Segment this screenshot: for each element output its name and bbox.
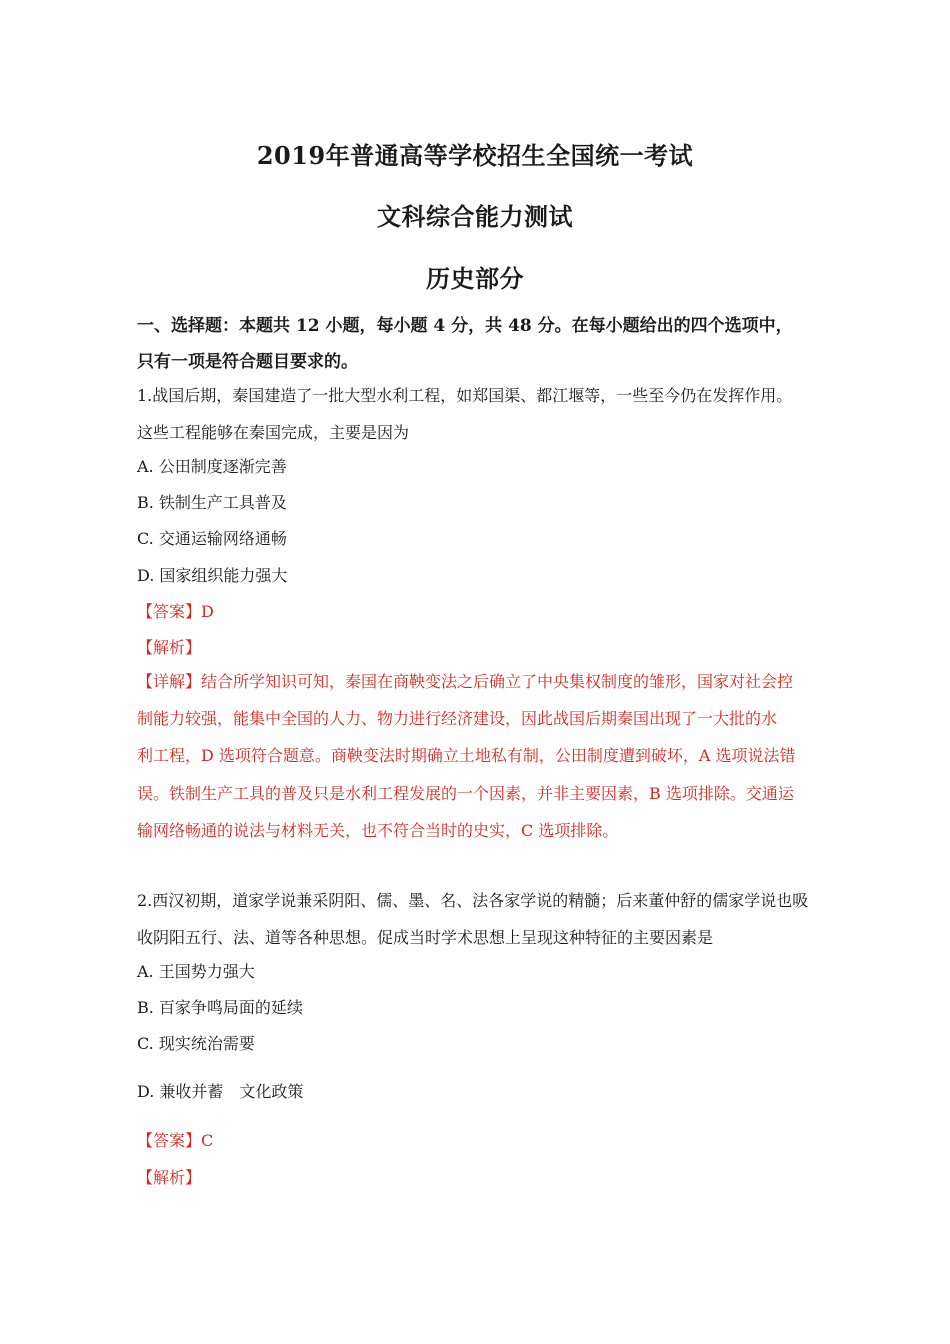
question-1-option-b: B. 铁制生产工具普及 xyxy=(137,493,287,512)
question-1-detail-line-3: 利工程，D 选项符合题意。商鞅变法时期确立土地私有制，公田制度遭到破坏，A 选项说法错 xyxy=(137,746,796,765)
question-2-option-c: C. 现实统治需要 xyxy=(137,1034,255,1053)
exam-title: 2019年普通高等学校招生全国统一考试 xyxy=(256,141,694,170)
question-1-detail-line-2: 制能力较强，能集中全国的人力、物力进行经济建设，因此战国后期秦国出现了一大批的水 xyxy=(137,709,778,728)
question-2-option-d: D. 兼收并蓄 文化政策 xyxy=(137,1082,304,1101)
question-1-analysis-label: 【解析】 xyxy=(137,638,202,657)
question-2-option-b: B. 百家争鸣局面的延续 xyxy=(137,998,303,1017)
instructions-line-1: 一、选择题：本题共 12 小题，每小题 4 分，共 48 分。在每小题给出的四个选项中， xyxy=(137,316,793,336)
question-1-option-c: C. 交通运输网络通畅 xyxy=(137,529,287,548)
question-2-analysis-label: 【解析】 xyxy=(137,1168,202,1187)
question-2-stem-line-1: 2.西汉初期，道家学说兼采阴阳、儒、墨、名、法各家学说的精髓；后来董仲舒的儒家学说也吸 xyxy=(137,891,809,910)
instructions-line-2: 只有一项是符合题目要求的。 xyxy=(137,352,358,372)
question-1-stem-line-1: 1.战国后期，秦国建造了一批大型水利工程，如郑国渠、都江堰等，一些至今仍在发挥作用。 xyxy=(137,386,793,405)
question-2-stem-line-2: 收阴阳五行、法、道等各种思想。促成当时学术思想上呈现这种特征的主要因素是 xyxy=(137,928,714,947)
question-1-detail-line-4: 误。铁制生产工具的普及只是水利工程发展的一个因素，并非主要因素，B 选项排除。交通运 xyxy=(137,784,794,803)
question-1-option-d: D. 国家组织能力强大 xyxy=(137,566,288,585)
question-2-option-a: A. 王国势力强大 xyxy=(137,962,255,981)
question-1-detail-line-5: 输网络畅通的说法与材料无关，也不符合当时的史实，C 选项排除。 xyxy=(137,821,619,840)
question-2-answer: 【答案】C xyxy=(137,1131,214,1150)
section-heading: 历史部分 xyxy=(426,264,524,293)
exam-subtitle: 文科综合能力测试 xyxy=(377,202,573,231)
question-1-stem-line-2: 这些工程能够在秦国完成，主要是因为 xyxy=(137,423,410,442)
question-1-answer: 【答案】D xyxy=(137,602,214,621)
question-1-detail-line-1: 【详解】结合所学知识可知，秦国在商鞅变法之后确立了中央集权制度的雏形，国家对社会控 xyxy=(137,672,794,691)
question-1-option-a: A. 公田制度逐渐完善 xyxy=(137,457,287,476)
